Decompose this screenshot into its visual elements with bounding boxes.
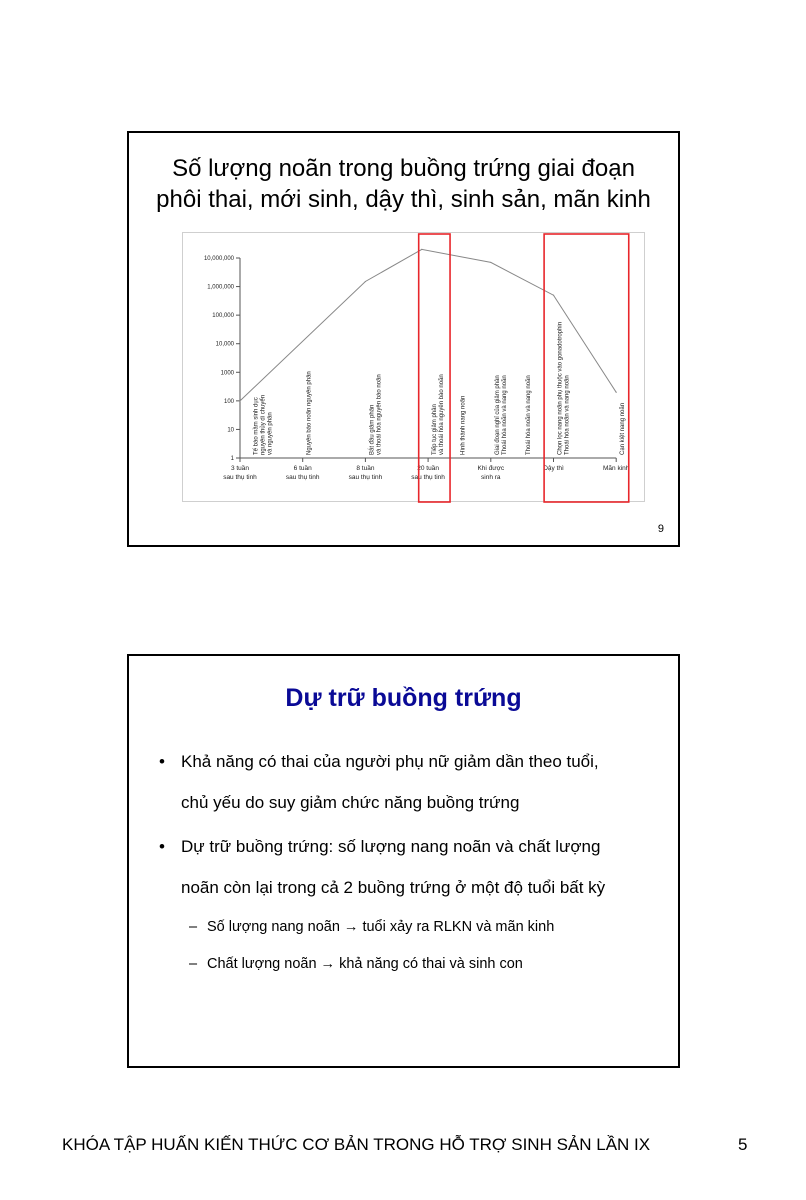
highlight-box (419, 234, 450, 502)
x-tick-label: 3 tuần (230, 465, 250, 472)
x-tick-label: Dậy thì (543, 465, 564, 472)
bullet-text-line: noãn còn lại trong cả 2 buồng trứng ở một độ tuổi bất kỳ (181, 878, 606, 897)
sub-bullet-item (189, 919, 554, 935)
y-tick-label: 1000 (220, 370, 234, 377)
slide-9 (127, 131, 680, 547)
annotation-label: Tiếp tục giảm phân (432, 404, 439, 455)
slide-ovarian-reserve (127, 654, 680, 1068)
y-tick-label: 100 (223, 398, 234, 405)
annotation-label: Nguyên bào noãn nguyên phân (306, 371, 313, 455)
x-tick-label: sau thụ tinh (223, 474, 257, 481)
footer-course-title: KHÓA TẬP HUẤN KIẾN THỨC CƠ BẢN TRONG HỖ TRỢ SINH SẢN LẦN IX (62, 1135, 651, 1154)
annotation-label: Thoái hóa noãn và nang noãn (526, 375, 533, 455)
data-point (421, 249, 422, 250)
data-point (553, 295, 554, 296)
data-point (490, 262, 491, 263)
annotation-label: Thoái hóa noãn và nang noãn (501, 375, 508, 455)
oocyte-count-chart (182, 232, 645, 502)
x-tick-label: 6 tuần (293, 465, 312, 472)
data-point (616, 392, 617, 393)
y-tick-label: 100,000 (212, 313, 234, 320)
slide-title (129, 153, 678, 215)
annotation-label: Chọn lọc nang noãn phụ thuộc vào gonadotrophin (557, 321, 564, 455)
x-tick-label: sau thụ tinh (411, 474, 445, 481)
data-point (365, 281, 366, 282)
annotation-label: nguyên thủy di chuyển (260, 394, 267, 455)
slide-page-number: 9 (657, 523, 664, 535)
x-tick-label: 8 tuần (356, 465, 375, 472)
slide-title-line-2: phôi thai, mới sinh, dậy thì, sinh sản, mãn kinh (156, 186, 651, 213)
annotation-label: Bắt đầu giảm phân (369, 404, 376, 455)
data-point (239, 400, 240, 401)
y-tick-label: 10,000,000 (203, 256, 234, 262)
bullet-text-line: Dự trữ buồng trứng: số lượng nang noãn và chất lượng (181, 837, 601, 856)
x-tick-label: sinh ra (481, 474, 501, 481)
footer-page-number: 5 (738, 1135, 748, 1154)
annotation-label: Thoái hóa noãn và nang noãn (564, 375, 571, 455)
y-tick-label: 1 (230, 456, 234, 462)
x-tick-label: Mãn kinh (603, 465, 630, 472)
chart-svg (183, 233, 646, 503)
sub-bullet-item (189, 956, 523, 972)
x-tick-label: sau thụ tinh (285, 474, 320, 481)
sub-bullet-text: Số lượng nang noãn → tuổi xảy ra RLKN và mãn kinh (207, 919, 555, 935)
annotation-label: Hình thành nang noãn (460, 395, 467, 455)
y-tick-label: 1,000,000 (207, 284, 234, 291)
x-tick-label: 20 tuần (417, 465, 439, 472)
bullet-icon: • (159, 752, 165, 771)
x-tick-label: Khi được (477, 465, 505, 472)
dash-icon: – (189, 919, 198, 935)
y-tick-label: 10,000 (215, 341, 234, 348)
bullet-icon: • (159, 837, 165, 856)
annotation-label: và thoái hóa nguyên bào noãn (376, 374, 383, 455)
dash-icon: – (189, 956, 198, 972)
bullet-text-line: chủ yếu do suy giảm chức năng buồng trứng (181, 793, 520, 812)
sub-bullet-text: Chất lượng noãn → khả năng có thai và sinh con (207, 956, 523, 972)
annotation-label: Giai đoạn nghỉ của giảm phân (494, 375, 501, 455)
annotation-label: Tế bào mầm sinh dục (253, 397, 260, 455)
annotation-label: Cạn kiệt nang noãn (620, 402, 627, 455)
annotation-label: và thoái hóa nguyên bào noãn (439, 374, 446, 455)
annotation-label: và nguyên phân (267, 412, 274, 455)
x-tick-label: sau thụ tinh (348, 474, 383, 481)
slide-title: Dự trữ buồng trứng (285, 684, 522, 712)
bullet-text-line: Khả năng có thai của người phụ nữ giảm dần theo tuổi, (181, 752, 599, 771)
slide-title-line-1: Số lượng noãn trong buồng trứng giai đoạn (172, 155, 635, 182)
y-tick-label: 10 (227, 427, 234, 434)
